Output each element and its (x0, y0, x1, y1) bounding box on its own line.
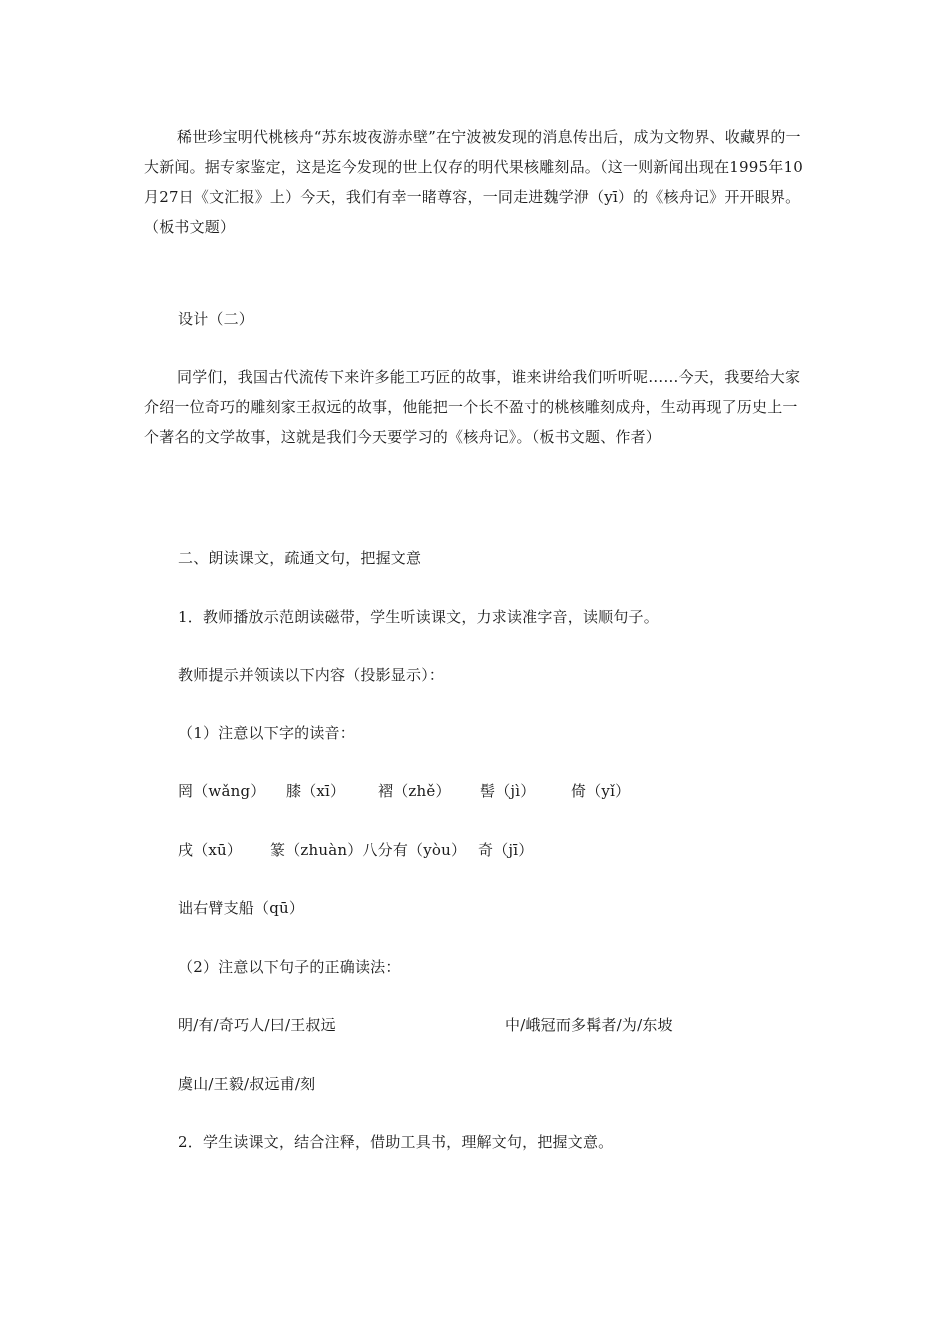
step-1-text: 1．教师播放示范朗读磁带，学生听读课文，力求读准字音，读顺句子。 (178, 608, 659, 626)
pronunciation-subheading: （1）注意以下字的读音： (178, 724, 355, 742)
pronunciation-item: 髻（jì） (480, 782, 536, 800)
section-2-heading: 二、朗读课文，疏通文句，把握文意 (178, 549, 422, 567)
reading-sentence: 明/有/奇巧人/曰/王叔远 (178, 1016, 336, 1034)
pronunciation-item: 奇（jī） (478, 841, 534, 859)
intro-paragraph: 稀世珍宝明代桃核舟“苏东坡夜游赤壁”在宁波被发现的消息传出后，成为文物界、收藏界的一大新闻。据专家鉴定，这是迄今发现的世上仅存的明代果核雕刻品。（这一则新闻出现在1995年10月27日《文汇报》上）今天，我们有幸一睹尊容，一同走进魏学洢（yī）的《核舟记》开开眼界。（板书文题） (144, 128, 803, 236)
pronunciation-item: 褶（zhě） (378, 782, 451, 800)
pronunciation-item: 倚（yǐ） (571, 782, 631, 800)
teacher-hint: 教师提示并领读以下内容（投影显示）： (178, 666, 445, 684)
step-2-text: 2．学生读课文，结合注释，借助工具书，理解文句，把握文意。 (178, 1133, 614, 1151)
reading-sentence: 中/峨冠而多髯者/为/东坡 (505, 1016, 673, 1034)
pronunciation-item: 罔（wǎng） (178, 782, 266, 800)
pronunciation-item: 篆（zhuàn）八分有（yòu） (270, 841, 467, 859)
pronunciation-row-3: 诎右臂支船（qū） (178, 899, 305, 917)
pronunciation-item: 膝（xī） (286, 782, 346, 800)
design-2-paragraph: 同学们，我国古代流传下来许多能工巧匠的故事，谁来讲给我们听听呢……今天，我要给大家介绍一位奇巧的雕刻家王叔远的故事，他能把一个长不盈寸的桃核雕刻成舟，生动再现了历史上一个著名的文学故事，这就是我们今天要学习的《核舟记》。（板书文题、作者） (144, 368, 801, 446)
reading-sentence-row-2: 虞山/王毅/叔远甫/刻 (178, 1075, 316, 1093)
reading-subheading: （2）注意以下句子的正确读法： (178, 958, 401, 976)
design-2-heading: 设计（二） (178, 310, 255, 328)
pronunciation-item: 戌（xū） (178, 841, 243, 859)
